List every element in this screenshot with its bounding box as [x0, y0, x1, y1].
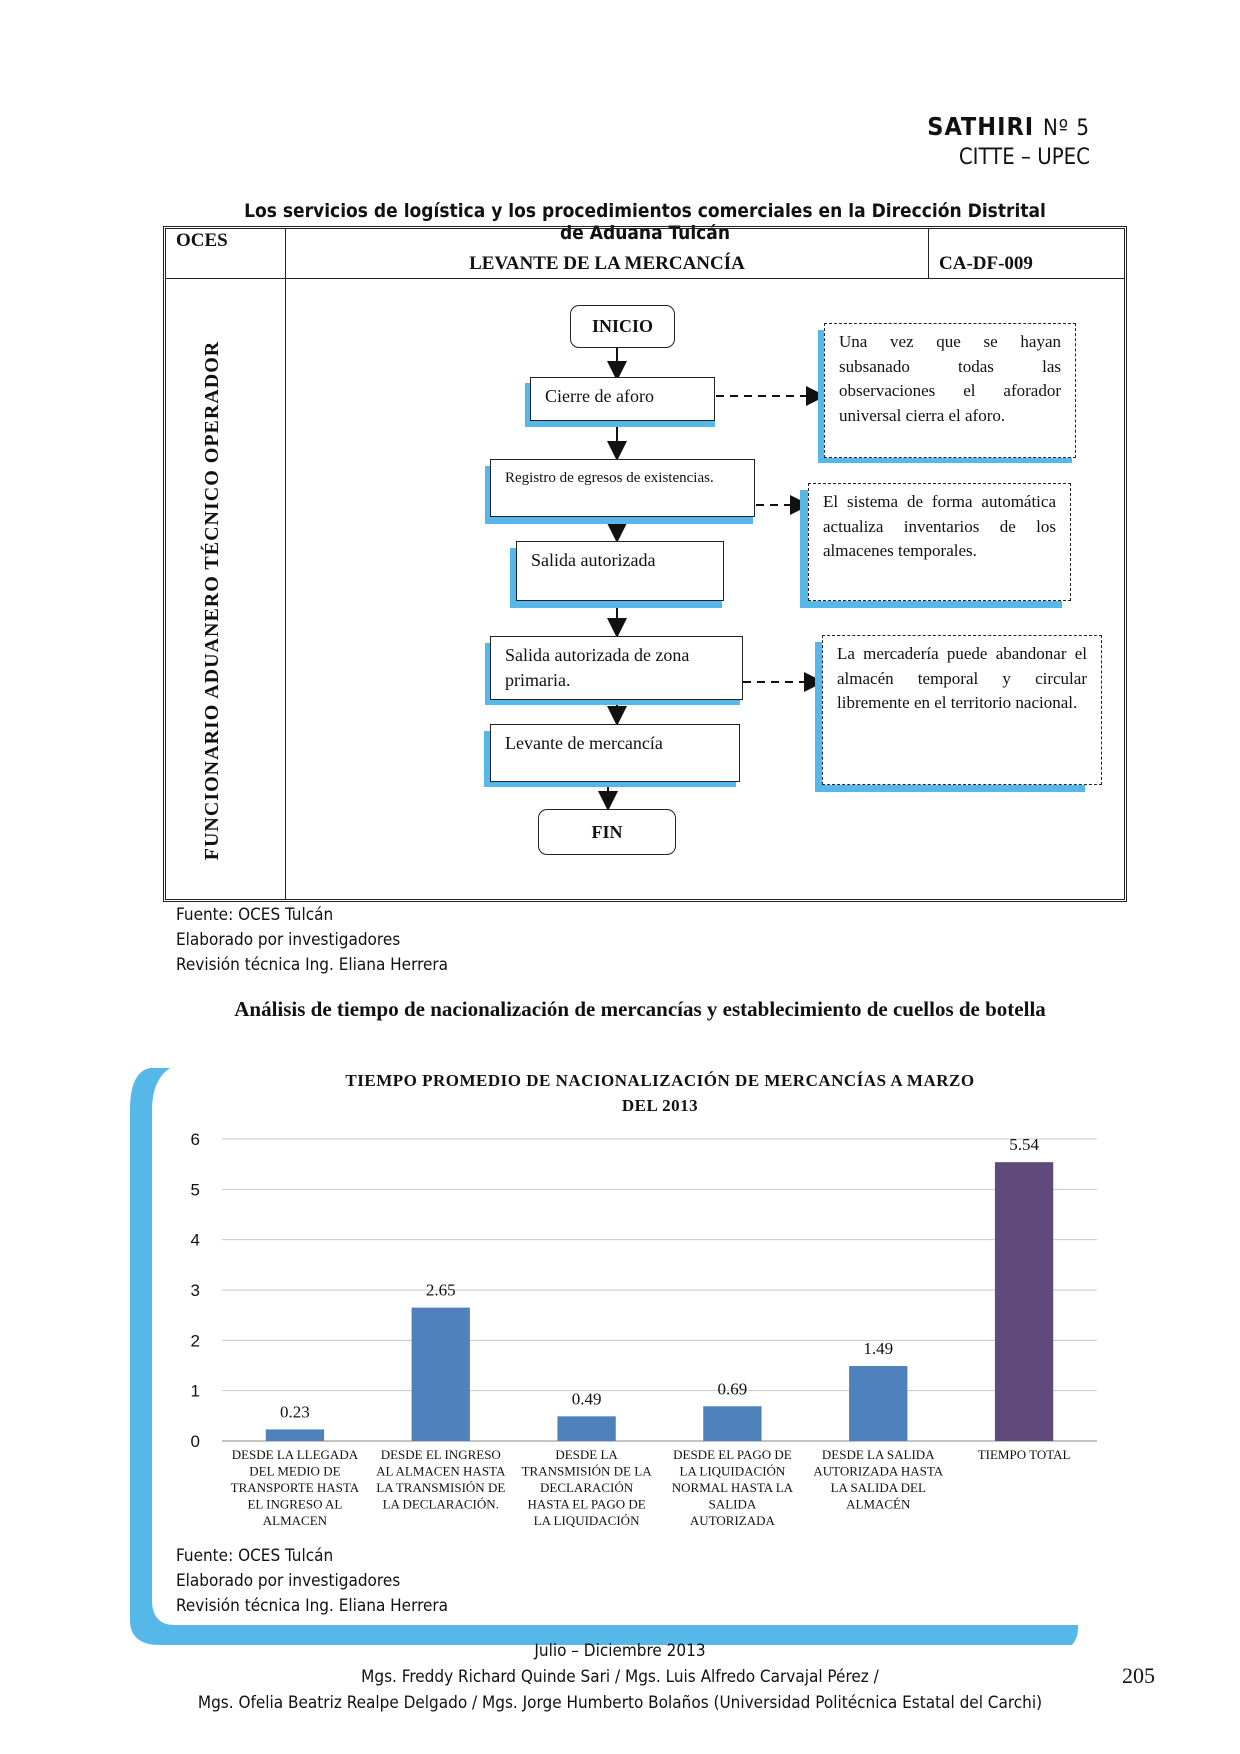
chart-title-line-1: TIEMPO PROMEDIO DE NACIONALIZACIÓN DE MERCANCÍAS A MARZO	[345, 1071, 975, 1090]
role-label-text: FUNCIONARIO ADUANERO TÉCNICO OPERADOR	[201, 340, 224, 860]
data-label: 2.65	[425, 1280, 456, 1300]
bar	[995, 1162, 1053, 1441]
flow-note-1: Una vez que se hayan subsanado todas las observaciones el aforador universal cierra el aforo.	[824, 323, 1076, 458]
flow-step-salida: Salida autorizada	[516, 541, 724, 601]
flow-step-cierre: Cierre de aforo	[530, 377, 715, 421]
journal-institution: CITTE – UPEC	[958, 145, 1090, 170]
journal-issue: Nº 5	[1042, 116, 1090, 141]
flow-step-zona-primaria: Salida autorizada de zona primaria.	[490, 636, 743, 700]
data-label: 0.23	[280, 1402, 310, 1422]
section-title: Los servicios de logística y los procedimientos comerciales en la Dirección Distrital de Aduana Tulcán	[244, 200, 1046, 244]
table-code: CA-DF-009	[939, 253, 1033, 274]
flow-end: FIN	[538, 809, 676, 855]
flow-note-3: La mercadería puede abandonar el almacén temporal y circular libremente en el territorio nacional.	[822, 635, 1102, 785]
source-revision: Revisión técnica Ing. Eliana Herrera	[176, 955, 449, 975]
source-revision: Revisión técnica Ing. Eliana Herrera	[176, 1596, 449, 1616]
bar	[266, 1429, 324, 1441]
flow-step-registro: Registro de egresos de existencias.	[490, 459, 755, 517]
footer-date: Julio – Diciembre 2013	[534, 1641, 706, 1661]
y-tick-label: 1	[190, 1381, 200, 1401]
y-tick-label: 6	[190, 1130, 200, 1149]
y-tick-label: 0	[190, 1432, 200, 1451]
data-label: 0.69	[717, 1379, 748, 1399]
table-org: OCES	[176, 230, 228, 251]
x-tick-label: DESDE EL INGRESO AL ALMACEN HASTA LA TRANSMISIÓN DE LA DECLARACIÓN.	[376, 1447, 506, 1512]
journal-name: SATHIRI	[927, 112, 1035, 141]
flow-step-levante: Levante de mercancía	[490, 724, 740, 782]
y-tick-label: 5	[190, 1180, 200, 1200]
bar	[703, 1406, 761, 1441]
bar	[557, 1416, 615, 1441]
x-tick-label: DESDE LA SALIDA AUTORIZADA HASTA LA SALIDA DEL ALMACÉN	[813, 1447, 944, 1512]
source-fuente: Fuente: OCES Tulcán	[176, 1546, 334, 1566]
page-number: 205	[1122, 1663, 1155, 1688]
x-tick-label: DESDE LA LLEGADA DEL MEDIO DE TRANSPORTE HASTA EL INGRESO AL ALMACEN	[230, 1447, 360, 1528]
y-tick-label: 4	[190, 1230, 200, 1250]
bar	[412, 1308, 470, 1441]
source-elaborado: Elaborado por investigadores	[176, 930, 401, 950]
analysis-title: Análisis de tiempo de nacionalización de mercancías y establecimiento de cuellos de botella	[234, 997, 1046, 1021]
flow-note-2: El sistema de forma automática actualiza inventarios de los almacenes temporales.	[808, 483, 1071, 601]
x-tick-label: TIEMPO TOTAL	[977, 1447, 1071, 1462]
footer-authors-2: Mgs. Ofelia Beatriz Realpe Delgado / Mgs. Jorge Humberto Bolaños (Universidad Politécnica Estatal del Carchi)	[197, 1693, 1043, 1713]
source-fuente: Fuente: OCES Tulcán	[176, 905, 334, 925]
y-tick-label: 3	[190, 1281, 200, 1300]
data-label: 1.49	[863, 1339, 894, 1359]
flow-start: INICIO	[570, 305, 675, 348]
footer-authors-1: Mgs. Freddy Richard Quinde Sari / Mgs. Luis Alfredo Carvajal Pérez /	[361, 1667, 879, 1687]
source-elaborado: Elaborado por investigadores	[176, 1571, 401, 1591]
source-block-2	[176, 1544, 448, 1619]
data-label: 0.49	[571, 1389, 602, 1409]
chart-title-line-2: DEL 2013	[621, 1096, 699, 1115]
y-tick-label: 2	[190, 1331, 200, 1351]
x-tick-label: DESDE LA TRANSMISIÓN DE LA DECLARACIÓN HASTA EL PAGO DE LA LIQUIDACIÓN	[521, 1447, 652, 1528]
x-tick-label: DESDE EL PAGO DE LA LIQUIDACIÓN NORMAL HASTA LA SALIDA AUTORIZADA	[671, 1447, 794, 1528]
data-label: 5.54	[1009, 1135, 1039, 1155]
table-process: LEVANTE DE LA MERCANCÍA	[469, 253, 745, 274]
bar	[849, 1366, 907, 1441]
